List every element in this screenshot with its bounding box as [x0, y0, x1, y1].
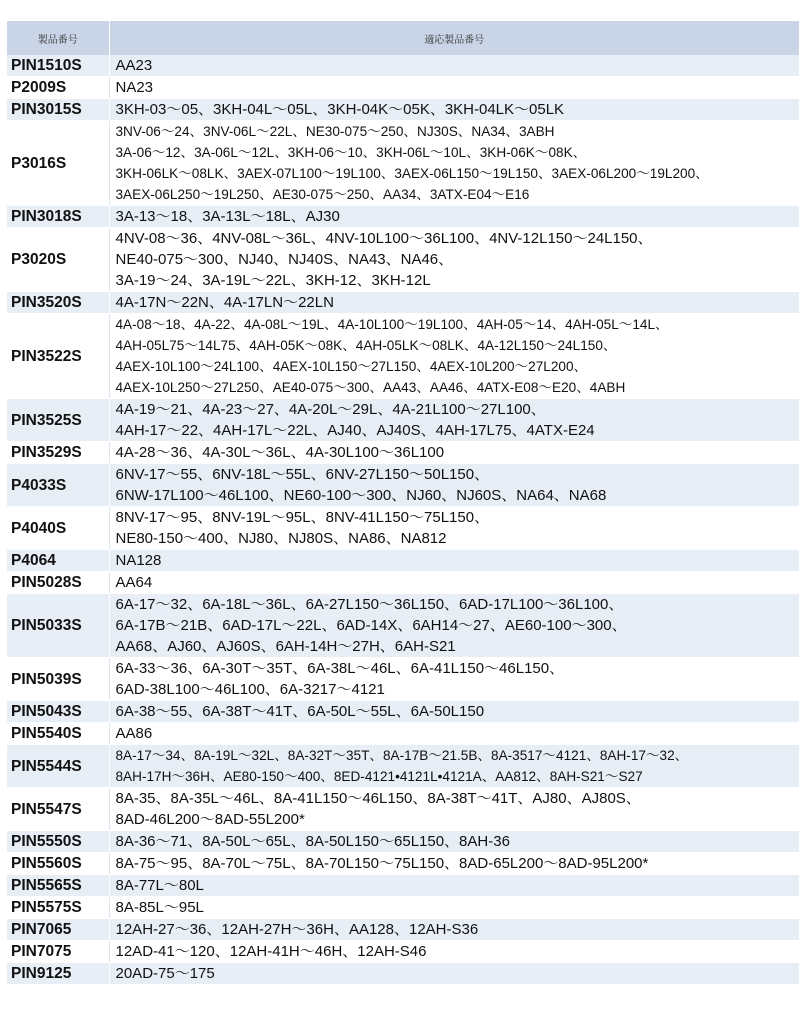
product-number-cell: PIN3522S — [7, 314, 109, 399]
compatible-products-line: AA68、AJ60、AJ60S、6AH-14H～27H、6AH-S21 — [115, 638, 456, 655]
table-row — [7, 550, 799, 572]
product-number-cell: PIN5028S — [7, 572, 109, 594]
table-row — [7, 941, 799, 963]
compatible-products-line: 8A-75～95、8A-70L～75L、8A-70L150～75L150、8AD-65L200～8AD-95L200* — [115, 855, 649, 872]
compatible-products-cell — [109, 228, 799, 292]
compatible-products-line: 8AH-17H～36H、AE80-150～400、8ED-4121•4121L•4121A、AA812、8AH-S21～S27 — [115, 769, 643, 784]
compatible-products-line: NE80-150～400、NJ80、NJ80S、NA86、NA812 — [115, 530, 447, 547]
compatible-products-line: 3NV-06～24、3NV-06L～22L、NE30-075～250、NJ30S、NA34、3ABH — [115, 124, 555, 139]
table-row — [7, 897, 799, 919]
product-number-cell: PIN3520S — [7, 292, 109, 314]
product-number-cell: PIN3018S — [7, 206, 109, 228]
compatible-products-cell — [109, 572, 799, 594]
compatible-products-cell — [109, 745, 799, 788]
header-product-number: 製品番号 — [7, 21, 109, 55]
compatible-products-cell — [109, 99, 799, 121]
table-row — [7, 572, 799, 594]
compatible-products-line: 8A-77L～80L — [115, 877, 204, 894]
compatible-products-cell — [109, 292, 799, 314]
compatible-products-line: AA64 — [115, 574, 153, 591]
compatible-products-cell — [109, 875, 799, 897]
product-number-cell: PIN7075 — [7, 941, 109, 963]
product-number-cell: P3016S — [7, 121, 109, 206]
header-compatible-products: 適応製品番号 — [109, 21, 799, 55]
compatible-products-line: 6A-17B～21B、6AD-17L～22L、6AD-14X、6AH14～27、AE60-100～300、 — [115, 617, 627, 634]
compatible-products-cell — [109, 658, 799, 701]
compatible-products-line: 4A-28～36、4A-30L～36L、4A-30L100～36L100 — [115, 444, 445, 461]
compatible-products-line: 6NW-17L100～46L100、NE60-100～300、NJ60、NJ60S、NA64、NA68 — [115, 487, 607, 504]
compatible-products-line: 8A-85L～95L — [115, 899, 204, 916]
product-number-cell: PIN5540S — [7, 723, 109, 745]
compatible-products-cell — [109, 788, 799, 831]
compatible-products-line: NA128 — [115, 552, 162, 569]
compatible-products-line: 6A-33～36、6A-30T～35T、6A-38L～46L、6A-41L150～46L150、 — [115, 660, 565, 677]
product-number-cell: PIN5043S — [7, 701, 109, 723]
product-number-cell: P2009S — [7, 77, 109, 99]
compatible-products-line: 6AD-38L100～46L100、6A-3217～4121 — [115, 681, 385, 698]
table-row — [7, 314, 799, 399]
header-row — [7, 21, 799, 55]
compatible-products-line: 8NV-17～95、8NV-19L～95L、8NV-41L150～75L150、 — [115, 509, 490, 526]
compatible-products-line: AA23 — [115, 57, 153, 74]
compatible-products-line: NA23 — [115, 79, 154, 96]
compatible-products-cell — [109, 594, 799, 658]
compatible-products-cell — [109, 941, 799, 963]
table-row — [7, 99, 799, 121]
compatible-products-line: 8A-35、8A-35L～46L、8A-41L150～46L150、8A-38T～41T、AJ80、AJ80S、 — [115, 790, 641, 807]
product-number-cell: PIN5550S — [7, 831, 109, 853]
compatible-products-line: 4AEX-10L250～27L250、AE40-075～300、AA43、AA46、4ATX-E08～E20、4ABH — [115, 380, 626, 395]
table-row — [7, 723, 799, 745]
product-compatibility-table-container — [7, 21, 799, 985]
compatible-products-line: 6NV-17～55、6NV-18L～55L、6NV-27L150～50L150、 — [115, 466, 490, 483]
table-row — [7, 831, 799, 853]
product-number-cell: PIN5565S — [7, 875, 109, 897]
product-number-cell: PIN3015S — [7, 99, 109, 121]
compatible-products-line: 3A-06～12、3A-06L～12L、3KH-06～10、3KH-06L～10L、3KH-06K～08K、 — [115, 145, 587, 160]
table-row — [7, 228, 799, 292]
compatible-products-line: 3AEX-06L250～19L250、AE30-075～250、AA34、3ATX-E04～E16 — [115, 187, 530, 202]
table-row — [7, 788, 799, 831]
product-number-cell: PIN7065 — [7, 919, 109, 941]
product-number-cell: P3020S — [7, 228, 109, 292]
compatible-products-cell — [109, 701, 799, 723]
compatible-products-cell — [109, 77, 799, 99]
table-body — [7, 55, 799, 985]
product-number-cell: PIN5033S — [7, 594, 109, 658]
table-row — [7, 292, 799, 314]
compatible-products-line: 4AH-17～22、4AH-17L～22L、AJ40、AJ40S、4AH-17L75、4ATX-E24 — [115, 422, 595, 439]
product-number-cell: PIN5560S — [7, 853, 109, 875]
table-row — [7, 442, 799, 464]
compatible-products-line: 3KH-06LK～08LK、3AEX-07L100～19L100、3AEX-06L150～19L150、3AEX-06L200～19L200、 — [115, 166, 709, 181]
table-row — [7, 55, 799, 77]
table-row — [7, 875, 799, 897]
compatible-products-line: 4A-17N～22N、4A-17LN～22LN — [115, 294, 334, 311]
compatible-products-cell — [109, 831, 799, 853]
table-row — [7, 701, 799, 723]
product-number-cell: PIN3525S — [7, 399, 109, 442]
compatible-products-line: 4A-19～21、4A-23～27、4A-20L～29L、4A-21L100～27L100、 — [115, 401, 546, 418]
compatible-products-line: 6A-38～55、6A-38T～41T、6A-50L～55L、6A-50L150 — [115, 703, 485, 720]
product-number-cell: PIN5547S — [7, 788, 109, 831]
compatible-products-cell — [109, 853, 799, 875]
compatible-products-line: AA86 — [115, 725, 153, 742]
compatible-products-cell — [109, 963, 799, 985]
compatible-products-cell — [109, 897, 799, 919]
compatible-products-cell — [109, 550, 799, 572]
table-row — [7, 507, 799, 550]
table-row — [7, 745, 799, 788]
product-number-cell: PIN5575S — [7, 897, 109, 919]
table-row — [7, 121, 799, 206]
compatible-products-line: 8A-36～71、8A-50L～65L、8A-50L150～65L150、8AH-36 — [115, 833, 510, 850]
table-row — [7, 658, 799, 701]
compatible-products-line: 20AD-75～175 — [115, 965, 215, 982]
product-number-cell: PIN1510S — [7, 55, 109, 77]
table-row — [7, 963, 799, 985]
product-number-cell: P4040S — [7, 507, 109, 550]
product-compatibility-table — [7, 21, 799, 985]
product-number-cell: PIN9125 — [7, 963, 109, 985]
compatible-products-cell — [109, 919, 799, 941]
product-number-cell: PIN5544S — [7, 745, 109, 788]
compatible-products-cell — [109, 399, 799, 442]
compatible-products-line: 12AH-27～36、12AH-27H～36H、AA128、12AH-S36 — [115, 921, 479, 938]
table-row — [7, 399, 799, 442]
product-number-cell: PIN5039S — [7, 658, 109, 701]
compatible-products-cell — [109, 55, 799, 77]
table-header — [7, 21, 799, 55]
compatible-products-line: 12AD-41～120、12AH-41H～46H、12AH-S46 — [115, 943, 427, 960]
compatible-products-line: NE40-075～300、NJ40、NJ40S、NA43、NA46、 — [115, 251, 454, 268]
compatible-products-line: 3A-19～24、3A-19L～22L、3KH-12、3KH-12L — [115, 272, 431, 289]
table-row — [7, 853, 799, 875]
compatible-products-cell — [109, 723, 799, 745]
compatible-products-line: 4NV-08～36、4NV-08L～36L、4NV-10L100～36L100、4NV-12L150～24L150、 — [115, 230, 653, 247]
compatible-products-cell — [109, 507, 799, 550]
table-row — [7, 77, 799, 99]
compatible-products-line: 3A-13～18、3A-13L～18L、AJ30 — [115, 208, 340, 225]
compatible-products-line: 6A-17～32、6A-18L～36L、6A-27L150～36L150、6AD-17L100～36L100、 — [115, 596, 624, 613]
table-row — [7, 464, 799, 507]
compatible-products-cell — [109, 121, 799, 206]
product-number-cell: PIN3529S — [7, 442, 109, 464]
compatible-products-line: 3KH-03～05、3KH-04L～05L、3KH-04K～05K、3KH-04LK～05LK — [115, 101, 565, 118]
compatible-products-cell — [109, 442, 799, 464]
product-number-cell: P4033S — [7, 464, 109, 507]
compatible-products-line: 4AH-05L75～14L75、4AH-05K～08K、4AH-05LK～08LK、4A-12L150～24L150、 — [115, 338, 617, 353]
compatible-products-line: 8A-17～34、8A-19L～32L、8A-32T～35T、8A-17B～21.5B、8A-3517～4121、8AH-17～32、 — [115, 748, 689, 763]
table-row — [7, 206, 799, 228]
table-row — [7, 594, 799, 658]
table-row — [7, 919, 799, 941]
product-number-cell: P4064 — [7, 550, 109, 572]
compatible-products-line: 4A-08～18、4A-22、4A-08L～19L、4A-10L100～19L100、4AH-05～14、4AH-05L～14L、 — [115, 317, 669, 332]
compatible-products-line: 8AD-46L200～8AD-55L200* — [115, 811, 305, 828]
compatible-products-line: 4AEX-10L100～24L100、4AEX-10L150～27L150、4AEX-10L200～27L200、 — [115, 359, 588, 374]
compatible-products-cell — [109, 464, 799, 507]
compatible-products-cell — [109, 206, 799, 228]
compatible-products-cell — [109, 314, 799, 399]
